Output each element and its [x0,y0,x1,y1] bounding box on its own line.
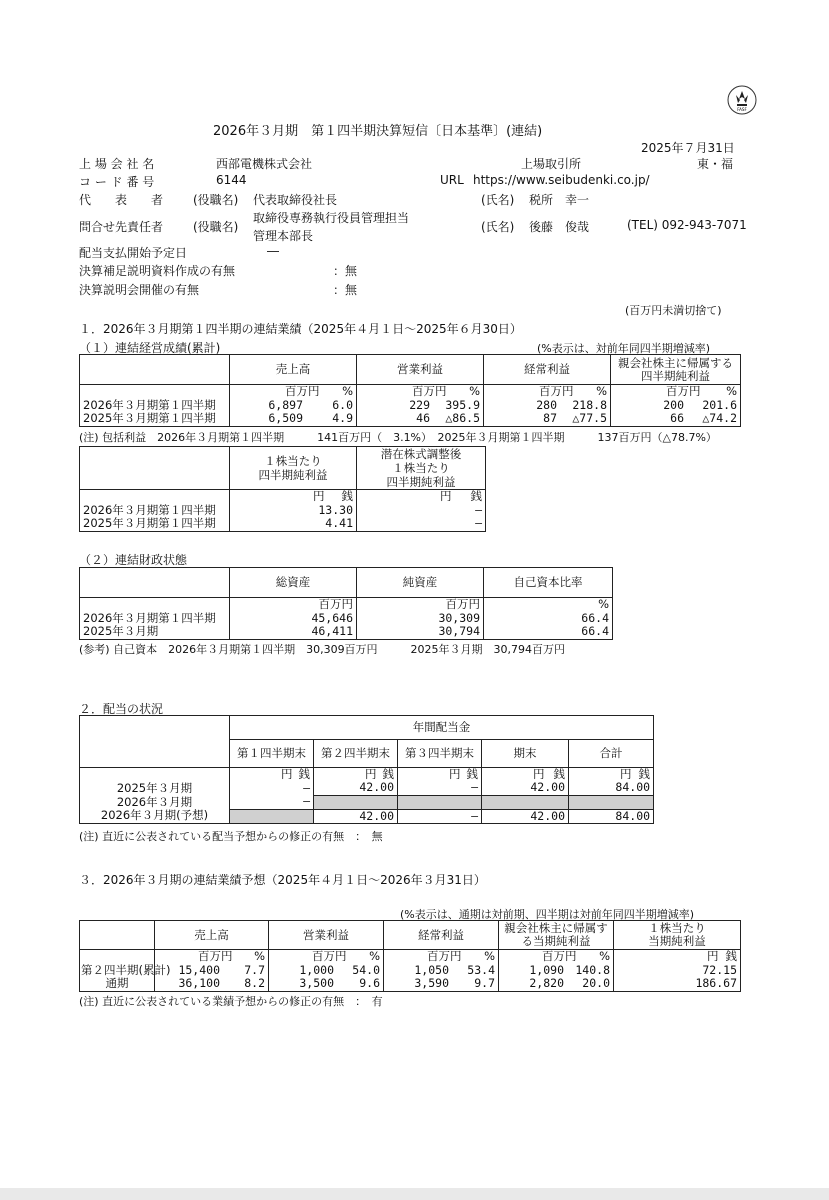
contact-title-line1: 取締役専務執行役員管理担当 [253,211,410,225]
forecast-table: 売上高 営業利益 経常利益 親会社株主に帰属する当期純利益 １株当たり 当期純利益 百万円 % 百万円 % 百万円 % 百万円 % 円 銭 第２四半期(累計) 15,400 7.7 1,000 54.0 1,050 53.4 1,090 140.8 72.15 通期 36,100 8.2 3,500 9.6 3,590 9.7 2,820 20.0 186.67 [79,920,741,992]
section3-pct-note: (%表示は、通期は対前期、四半期は対前年同四半期増減率) [400,908,695,921]
col-annual-dividend: 年間配当金 [230,716,654,740]
col-sales: 売上高 [230,355,357,385]
table-row: 2025年３月期第１四半期 4.41 ― [80,517,486,531]
rep-name-value: 税所 幸一 [529,193,590,207]
table-row: 2026年３月期(予想) 42.00 ― 42.00 84.00 [80,809,654,823]
table-row: 2026年３月期第１四半期 6,897 6.0 229 395.9 280 218.8 200 201.6 [80,398,741,412]
contact-title-label: (役職名) [193,220,239,234]
rep-title-label: (役職名) [193,193,239,207]
url-value[interactable]: https://www.seibudenki.co.jp/ [473,173,650,187]
table-row: 通期 36,100 8.2 3,500 9.6 3,590 9.7 2,820 20.0 186.67 [80,977,741,991]
table-row: 2025年３月期 46,411 30,794 66.4 [80,625,613,639]
col-total-assets: 総資産 [230,568,357,598]
svg-text:FASF: FASF [737,107,747,112]
briefing-value: ：無 [333,283,358,297]
contact-label: 問合せ先責任者 [79,220,164,234]
col-equity-ratio: 自己資本比率 [484,568,613,598]
section1-sub2-heading: （２）連結財政状態 [79,553,188,567]
section1-heading: １．2026年３月期第１四半期の連結業績（2025年４月１日～2025年６月30日） [79,322,522,336]
col-ordinary: 経常利益 [484,355,611,385]
financial-position-table: 総資産 純資産 自己資本比率 百万円 百万円 % 2026年３月期第１四半期 45,646 30,309 66.4 2025年３月期 46,411 30,794 66.4 [79,567,613,640]
table-row: 2026年３月期 ― [80,795,654,809]
table-row: 2025年３月期第１四半期 6,509 4.9 46 △86.5 87 △77.5 66 △74.2 [80,412,741,426]
section1-pct-note: (%表示は、対前年同四半期増減率) [537,342,711,355]
supplementary-label: 決算補足説明資料作成の有無 [79,264,236,278]
contact-title-line2: 管理本部長 [253,229,314,243]
table-row: 2026年３月期第１四半期 13.30 ― [80,503,486,517]
company-name: 西部電機株式会社 [216,157,313,171]
rep-name-label: (氏名) [481,193,515,207]
dividend-revision-note: (注) 直近に公表されている配当予想からの修正の有無 ： 無 [79,830,383,843]
col-operating: 営業利益 [357,355,484,385]
dividend-table: 年間配当金 第１四半期末 第２四半期末 第３四半期末 期末 合計 円 銭 円 銭 円 銭 円 銭 円 銭 2025年３月期 ― 42.00 ― 42.00 84.00 2026年３月期 ― 2026年３月期(予想) 42.00 ― 42.00 84.00 [79,715,654,824]
col-net-assets: 純資産 [357,568,484,598]
code-label: コ ー ド 番 号 [79,175,155,189]
equity-reference-note: (参考) 自己資本 2026年３月期第１四半期 30,309百万円 2025年３月期 30,794百万円 [79,643,566,656]
section1-sub1-heading: （１）連結経営成績(累計) [79,341,221,355]
table-row: 2026年３月期第１四半期 45,646 30,309 66.4 [80,611,613,625]
operating-results-table: 売上高 営業利益 経常利益 親会社株主に帰属する四半期純利益 百万円 % 百万円 % 百万円 % 百万円 % 2026年３月期第１四半期 6,897 6.0 229 395.9 280 218.8 200 201.6 2025年３月期第１四半期 6,509 4.9 46 △86.5 87 △77.5 66 △74.2 [79,354,741,427]
report-date: 2025年７月31日 [641,141,735,155]
briefing-label: 決算説明会開催の有無 [79,283,200,297]
code-value: 6144 [216,173,247,187]
eps-table: １株当たり 四半期純利益 潜在株式調整後 １株当たり 四半期純利益 円 銭 円 銭 2026年３月期第１四半期 13.30 ― 2025年３月期第１四半期 4.41 ― [79,446,486,532]
document-title: 2026年３月期 第１四半期決算短信〔日本基準〕(連結) [213,124,543,139]
rep-title-value: 代表取締役社長 [253,193,338,207]
bottom-strip [0,1188,829,1200]
company-label: 上 場 会 社 名 [79,157,155,171]
supplementary-value: ：無 [333,264,358,278]
table-row: 2025年３月期 ― 42.00 ― 42.00 84.00 [80,781,654,795]
col-net-income: 親会社株主に帰属する四半期純利益 [611,355,741,385]
contact-name-label: (氏名) [481,220,515,234]
table-row: 第２四半期(累計) 15,400 7.7 1,000 54.0 1,050 53.4 1,090 140.8 72.15 [80,963,741,977]
url-label: URL [440,173,464,187]
contact-tel: (TEL) 092-943-7071 [627,218,747,232]
section2-heading: ２．配当の状況 [79,702,164,716]
col-diluted-eps: 潜在株式調整後 １株当たり 四半期純利益 [357,447,486,490]
section3-heading: ３．2026年３月期の連結業績予想（2025年４月１日～2026年３月31日） [79,873,486,887]
table-corner [80,355,230,385]
comprehensive-income-note: (注) 包括利益 2026年３月期第１四半期 141百万円（ 3.1%） 2025年３月期第１四半期 137百万円（△78.7%） [79,431,717,444]
forecast-revision-note: (注) 直近に公表されている業績予想からの修正の有無 ： 有 [79,995,383,1008]
exchange-value: 東・福 [697,157,734,171]
representative-label: 代 表 者 [79,193,164,207]
col-eps: １株当たり 四半期純利益 [230,447,357,490]
dividend-date-value: ― [267,244,279,258]
dividend-date-label: 配当支払開始予定日 [79,246,188,260]
fasf-logo-icon [727,85,757,115]
exchange-label: 上場取引所 [521,157,582,171]
contact-name-value: 後藤 俊哉 [529,220,590,234]
rounding-note: (百万円未満切捨て) [625,304,722,317]
